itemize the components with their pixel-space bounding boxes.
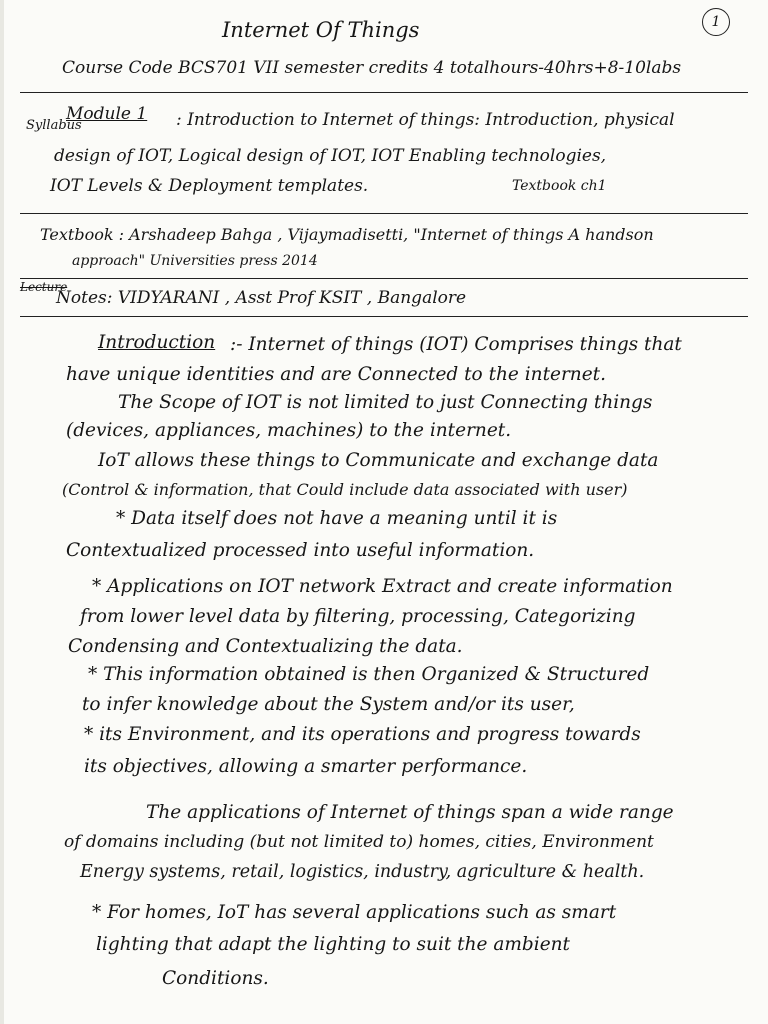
- textbook-line-1: Textbook : Arshadeep Bahga , Vijaymadisetti, "Internet of things A handson: [40, 225, 654, 244]
- body-line: its objectives, allowing a smarter performance.: [84, 756, 528, 777]
- body-line: Contextualized processed into useful information.: [66, 540, 535, 561]
- body-line: * Applications on IOT network Extract and create information: [92, 576, 673, 597]
- textbook-line-2: approach" Universities press 2014: [72, 253, 318, 269]
- body-line: (devices, appliances, machines) to the internet.: [66, 420, 512, 441]
- module-line-3: IOT Levels & Deployment templates.: [50, 176, 369, 196]
- body-line: Condensing and Contextualizing the data.: [68, 636, 463, 657]
- body-line: Conditions.: [162, 968, 269, 989]
- module-line-1: : Introduction to Internet of things: Introduction, physical: [176, 110, 675, 130]
- page-number: 1: [702, 8, 730, 36]
- body-line: * Data itself does not have a meaning until it is: [116, 508, 558, 529]
- body-line: IoT allows these things to Communicate and exchange data: [98, 450, 659, 471]
- divider-rule: [20, 92, 748, 93]
- body-line: :- Internet of things (IOT) Comprises things that: [230, 334, 682, 355]
- body-line: lighting that adapt the lighting to suit the ambient: [96, 934, 570, 955]
- body-line: The applications of Internet of things span a wide range: [146, 802, 674, 823]
- intro-heading: Introduction: [98, 332, 216, 353]
- body-line: Energy systems, retail, logistics, industry, agriculture & health.: [80, 862, 645, 882]
- syllabus-label: Syllabus: [26, 118, 82, 133]
- body-line: (Control & information, that Could include data associated with user): [62, 480, 628, 499]
- divider-rule: [20, 278, 748, 279]
- body-line: The Scope of IOT is not limited to just Connecting things: [118, 392, 653, 413]
- textbook-chapter-ref: Textbook ch1: [512, 178, 607, 194]
- body-line: * This information obtained is then Organized & Structured: [88, 664, 650, 685]
- notes-author: Notes: VIDYARANI , Asst Prof KSIT , Bangalore: [56, 288, 467, 308]
- body-line: of domains including (but not limited to) homes, cities, Environment: [64, 832, 654, 852]
- module-line-2: design of IOT, Logical design of IOT, IOT Enabling technologies,: [54, 146, 607, 166]
- lecture-label: Lecture: [20, 280, 68, 294]
- course-info: Course Code BCS701 VII semester credits 4 totalhours-40hrs+8-10labs: [62, 58, 682, 78]
- page-title: Internet Of Things: [222, 18, 420, 42]
- body-line: * For homes, IoT has several applications such as smart: [92, 902, 617, 923]
- module-label: Module 1: [66, 104, 148, 124]
- body-line: have unique identities and are Connected to the internet.: [66, 364, 606, 385]
- body-line: * its Environment, and its operations and progress towards: [84, 724, 641, 745]
- divider-rule: [20, 213, 748, 214]
- divider-rule: [20, 316, 748, 317]
- page-edge: [0, 0, 4, 1024]
- body-line: to infer knowledge about the System and/or its user,: [82, 694, 575, 715]
- body-line: from lower level data by filtering, processing, Categorizing: [80, 606, 636, 627]
